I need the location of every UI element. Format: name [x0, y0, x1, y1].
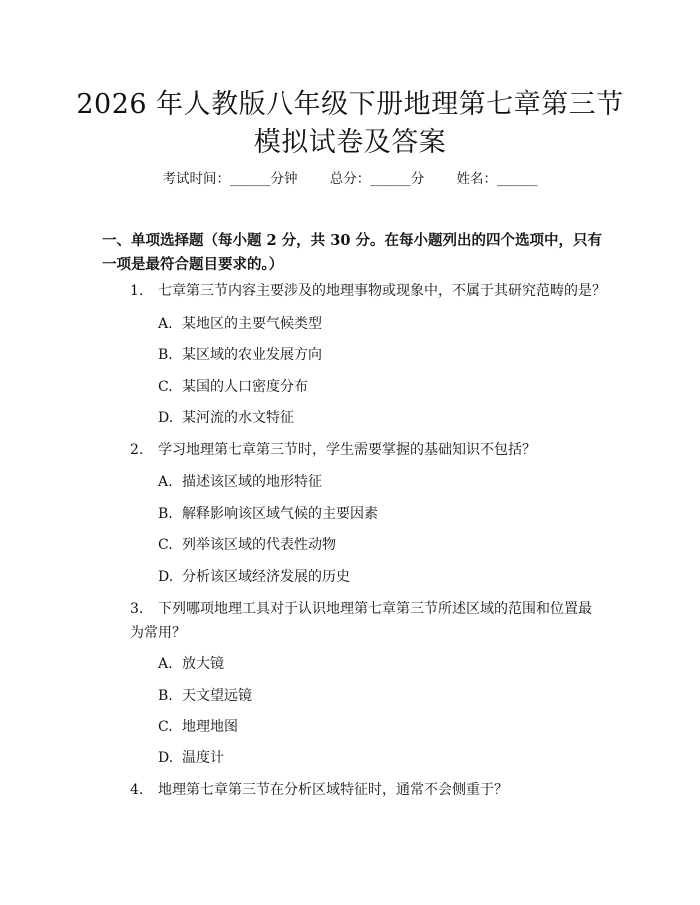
option-text: 某地区的主要气候类型 — [182, 316, 322, 332]
option — [158, 567, 350, 587]
exam-time: 考试时间：______分钟 — [162, 171, 298, 187]
option — [158, 377, 308, 397]
option-letter: C. — [158, 379, 173, 395]
exam-score: 总分：______分 — [329, 171, 425, 187]
question — [130, 438, 610, 462]
question-text: 七章第三节内容主要涉及的地理事物或现象中，不属于其研究范畴的是？ — [158, 283, 606, 299]
option — [158, 535, 336, 555]
option — [158, 686, 252, 706]
option-letter: A. — [158, 474, 173, 490]
question-number: 1. — [130, 283, 144, 299]
option-text: 某河流的水文特征 — [182, 410, 294, 426]
doc-title-line1: 2026 年人教版八年级下册地理第七章第三节 — [76, 89, 624, 120]
option-text: 描述该区域的地形特征 — [182, 474, 322, 490]
option — [158, 314, 322, 334]
option-letter: B. — [158, 688, 173, 704]
option — [158, 345, 322, 365]
option-text: 解释影响该区域气候的主要因素 — [182, 506, 378, 522]
option-letter: C. — [158, 537, 173, 553]
option — [158, 408, 294, 428]
student-name: 姓名：______ — [456, 171, 538, 187]
option — [158, 472, 322, 492]
option-letter: D. — [158, 750, 174, 766]
option-text: 温度计 — [182, 750, 224, 766]
option-text: 地理地图 — [182, 719, 238, 735]
exam-meta — [0, 167, 700, 187]
question-text: 学习地理第七章第三节时，学生需要掌握的基础知识不包括？ — [158, 442, 536, 458]
option-text: 某区域的农业发展方向 — [182, 347, 322, 363]
doc-title-line2: 模拟试卷及答案 — [253, 127, 447, 158]
option-text: 某国的人口密度分布 — [182, 379, 308, 395]
question — [130, 778, 610, 802]
option — [158, 504, 378, 524]
option-text: 列举该区域的代表性动物 — [182, 537, 336, 553]
option-letter: D. — [158, 569, 174, 585]
question-number: 4. — [130, 782, 144, 798]
question — [130, 279, 610, 303]
section-heading: 一、单项选择题（每小题 2 分，共 30 分。在每小题列出的四个选项中，只有一项是最符合题目要求的。） — [102, 232, 602, 273]
option — [158, 748, 224, 768]
question-number: 3. — [130, 601, 144, 617]
question — [130, 597, 600, 645]
question-text: 地理第七章第三节在分析区域特征时，通常不会侧重于？ — [158, 782, 508, 798]
option-letter: C. — [158, 719, 173, 735]
option — [158, 717, 238, 737]
option-text: 分析该区域经济发展的历史 — [182, 569, 350, 585]
option-letter: B. — [158, 347, 173, 363]
option-letter: B. — [158, 506, 173, 522]
option-letter: D. — [158, 410, 174, 426]
question-number: 2. — [130, 442, 144, 458]
question-text: 下列哪项地理工具对于认识地理第七章第三节所述区域的范围和位置最为常用？ — [130, 601, 592, 641]
option — [158, 654, 224, 674]
option-text: 放大镜 — [182, 656, 224, 672]
option-letter: A. — [158, 656, 173, 672]
option-text: 天文望远镜 — [182, 688, 252, 704]
option-letter: A. — [158, 316, 173, 332]
